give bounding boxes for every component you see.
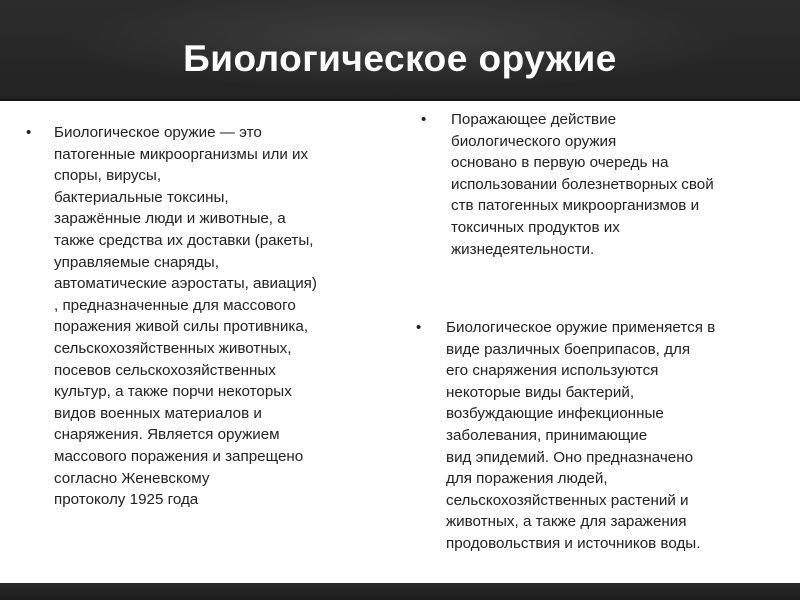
slide-header (0, 0, 800, 101)
bullet-marker: • (421, 111, 427, 128)
bullet-text: Биологическое оружие применяется в виде различных боеприпасов, для его снаряжения используются некоторые виды бактерий, возбуждающие инфекционные заболевания, принимающие вид эпидемий. Оно предназначено для поражения людей, сельскохозяйственных растений и животных, а также для заражения продовольствия и источников воды. (446, 319, 716, 552)
bullet-text: Поражающее действие биологического оружия основано в первую очередь на использовании болезнетворных свой ств патогенных микроорганизмов и токсичных продуктов их жизнедеятельности. (451, 111, 714, 258)
slide-footer-bar (0, 583, 800, 600)
bullet-marker: • (416, 319, 422, 336)
bullet-marker: • (26, 124, 32, 141)
slide-title: Биологическое оружие (183, 38, 617, 79)
bullet-text: Биологическое оружие — это патогенные микроорганизмы или их споры, вирусы, бактериальные токсины, заражённые люди и животные, а также средства их доставки (ракеты, управляемые снаряды, автоматические аэростаты, авиация) , предназначенные для массового поражения живой силы противника, сельскохозяйственных животных, посевов сельскохозяйственных культур, а также порчи некоторых видов военных материалов и снаряжения. Является оружием массового поражения и запрещено согласно Женевскому протоколу 1925 года (54, 124, 317, 509)
